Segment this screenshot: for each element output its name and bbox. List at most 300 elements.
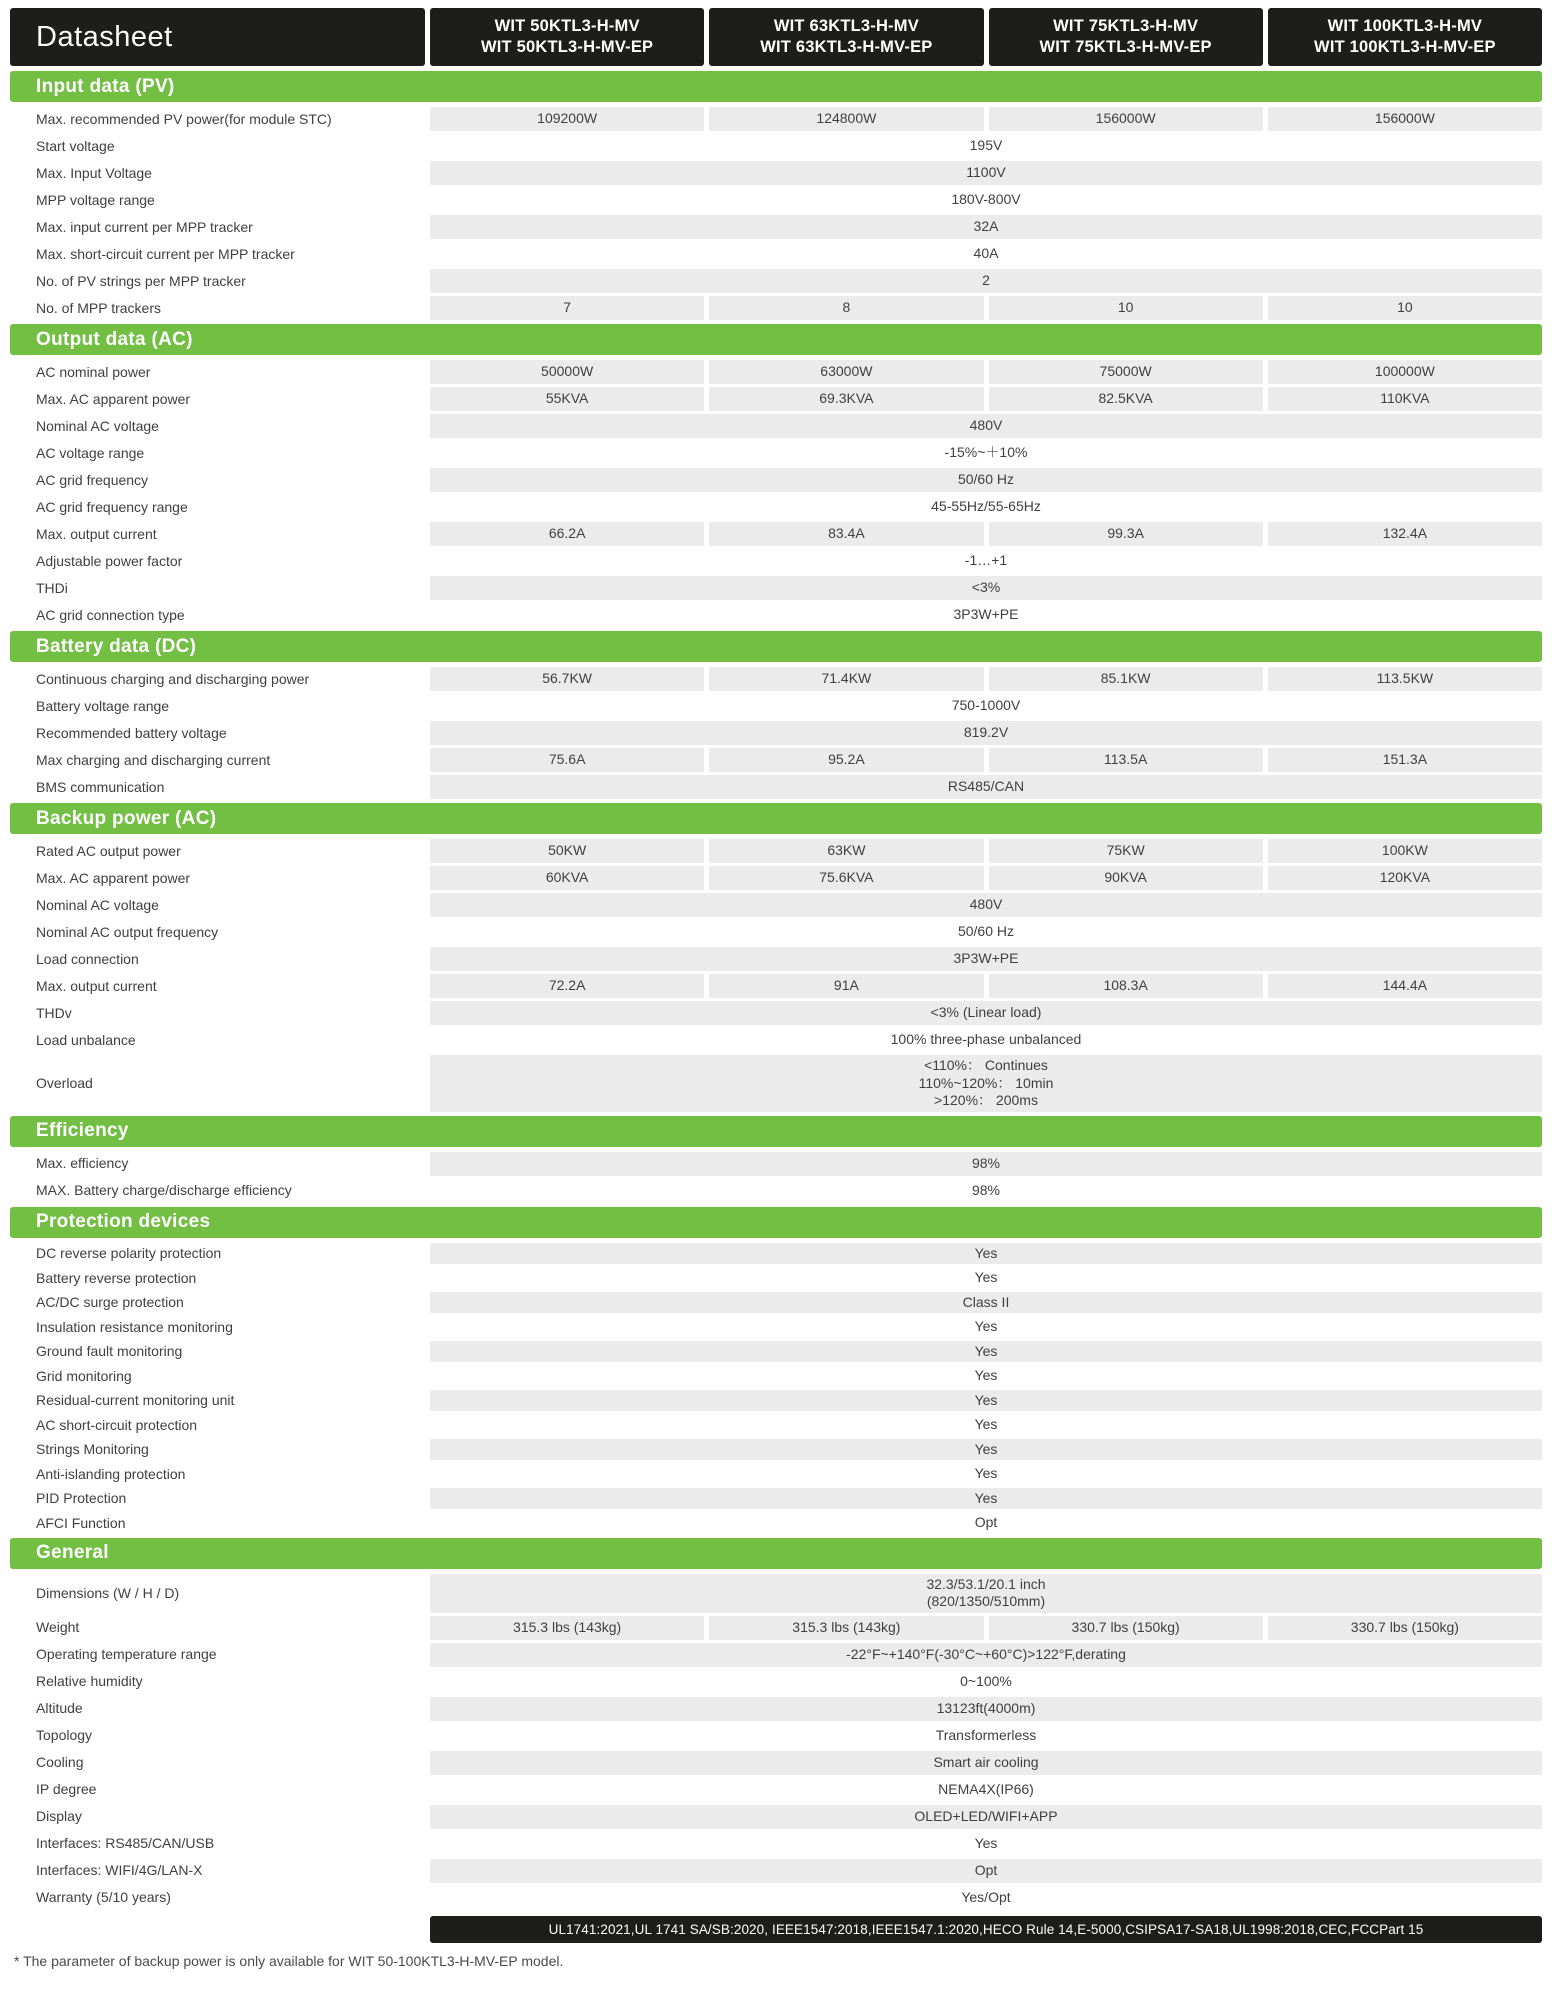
spec-label: Residual-current monitoring unit: [36, 1392, 235, 1409]
spec-row: [10, 947, 1542, 971]
spec-row-values: [430, 893, 1542, 917]
spec-row-values: [430, 667, 1542, 691]
spec-row-values: [430, 1805, 1542, 1829]
spec-row: [10, 1365, 1542, 1387]
spec-value-cell: 71.4KW: [709, 667, 983, 691]
spec-row: [10, 414, 1542, 438]
spec-value-cell: 82.5KVA: [989, 387, 1263, 411]
spec-row-values: [430, 1512, 1542, 1534]
spec-value-span: <3% (Linear load): [430, 1001, 1542, 1025]
spec-value-span: Yes: [974, 1367, 998, 1383]
footnote: * The parameter of backup power is only available for WIT 50-100KTL3-H-MV-EP model.: [14, 1952, 564, 1969]
spec-row-values: [430, 974, 1542, 998]
spec-row: [10, 134, 1542, 158]
model-name: WIT 50KTL3-H-MV: [494, 16, 640, 35]
spec-value-span: Yes: [974, 1318, 998, 1334]
spec-value-cell: 109200W: [430, 107, 704, 131]
spec-label: MAX. Battery charge/discharge efficiency: [36, 1182, 292, 1199]
spec-label: Load unbalance: [36, 1031, 136, 1048]
spec-value-span: Yes: [430, 1390, 1542, 1412]
spec-label: Overload: [36, 1075, 93, 1092]
spec-row-values: [430, 1414, 1542, 1436]
spec-value-span: Yes: [430, 1243, 1542, 1265]
certifications-row: [10, 1916, 1542, 1943]
spec-value-span: Yes: [430, 1341, 1542, 1363]
spec-value-span: 32A: [430, 215, 1542, 239]
spec-row: [10, 269, 1542, 293]
spec-table: [10, 71, 1542, 1910]
model-column-headers: [430, 8, 1542, 66]
certifications-bar: UL1741:2021,UL 1741 SA/SB:2020, IEEE1547:2018,IEEE1547.1:2020,HECO Rule 14,E-5000,CSIPSA17-SA18,UL1998:2018,CEC,FCCPart 15: [430, 1916, 1542, 1943]
spec-label: Interfaces: WIFI/4G/LAN-X: [36, 1862, 203, 1879]
spec-row-values: [430, 1152, 1542, 1176]
spec-value-span: <3%: [430, 576, 1542, 600]
section: [10, 1207, 1542, 1534]
section: [10, 71, 1542, 320]
spec-label: Weight: [36, 1619, 80, 1636]
spec-label: IP degree: [36, 1781, 97, 1798]
section-header: General: [10, 1538, 1542, 1569]
spec-value-cell: 8: [709, 296, 983, 320]
spec-value-span: 480V: [430, 893, 1542, 917]
spec-row-values: [430, 360, 1542, 384]
spec-row: [10, 576, 1542, 600]
table-header: [10, 8, 1542, 66]
spec-value-span: 180V-800V: [951, 191, 1021, 208]
spec-row-values: [430, 775, 1542, 799]
section-header: Output data (AC): [10, 324, 1542, 355]
spec-row: [10, 549, 1542, 573]
spec-value-span: Transformerless: [935, 1726, 1037, 1743]
spec-label: AC/DC surge protection: [36, 1294, 184, 1311]
spec-value-cell: 120KVA: [1268, 866, 1542, 890]
model-name: WIT 75KTL3-H-MV: [1053, 16, 1199, 35]
spec-row-values: [430, 441, 1542, 465]
spec-value-cell: 69.3KVA: [709, 387, 983, 411]
spec-row: [10, 721, 1542, 745]
spec-row: [10, 1832, 1542, 1856]
spec-row: [10, 748, 1542, 772]
spec-value-line: <110%： Continues: [924, 1057, 1048, 1073]
spec-label: Insulation resistance monitoring: [36, 1318, 233, 1335]
spec-row-values: [430, 215, 1542, 239]
model-name: WIT 50KTL3-H-MV-EP: [480, 38, 654, 56]
spec-row-values: [430, 1886, 1542, 1910]
spec-row: [10, 468, 1542, 492]
spec-row-values: [430, 1055, 1542, 1112]
spec-row: [10, 1292, 1542, 1314]
spec-row: [10, 522, 1542, 546]
spec-label: Max. recommended PV power(for module STC): [36, 110, 332, 127]
spec-row-values: [430, 1001, 1542, 1025]
spec-value-span: 98%: [430, 1152, 1542, 1176]
spec-value-cell: 110KVA: [1268, 387, 1542, 411]
spec-label: Max. AC apparent power: [36, 869, 191, 886]
spec-label: THDv: [36, 1004, 72, 1021]
spec-value-span: -15%~＋10%: [944, 444, 1028, 461]
spec-value-span: [430, 1574, 1542, 1613]
spec-label: Operating temperature range: [36, 1646, 217, 1663]
spec-row: [10, 1055, 1542, 1112]
spec-value-cell: 83.4A: [709, 522, 983, 546]
spec-value-span: 0~100%: [960, 1672, 1012, 1689]
spec-row-values: [430, 1616, 1542, 1640]
spec-row-values: [430, 1643, 1542, 1667]
spec-row-values: [430, 1243, 1542, 1265]
spec-value-cell: 330.7 lbs (150kg): [989, 1616, 1263, 1640]
spec-value-span: 50/60 Hz: [957, 923, 1015, 940]
spec-row-values: [430, 920, 1542, 944]
spec-row-values: [430, 188, 1542, 212]
spec-row-values: [430, 161, 1542, 185]
spec-label: Recommended battery voltage: [36, 724, 227, 741]
spec-row-values: [430, 1697, 1542, 1721]
spec-label: Battery voltage range: [36, 697, 170, 714]
spec-label: Load connection: [36, 950, 139, 967]
spec-value-cell: 60KVA: [430, 866, 704, 890]
spec-label: Adjustable power factor: [36, 552, 183, 569]
spec-value-span: Smart air cooling: [430, 1751, 1542, 1775]
spec-label: Max. efficiency: [36, 1155, 129, 1172]
spec-row-values: [430, 1179, 1542, 1203]
spec-label: Interfaces: RS485/CAN/USB: [36, 1835, 215, 1852]
spec-value-cell: 151.3A: [1268, 748, 1542, 772]
spec-row-values: [430, 495, 1542, 519]
spec-row-values: [430, 603, 1542, 627]
spec-row-values: [430, 721, 1542, 745]
spec-row-values: [430, 1574, 1542, 1613]
spec-row: [10, 1341, 1542, 1363]
spec-value-span: 3P3W+PE: [430, 947, 1542, 971]
spec-row: [10, 1751, 1542, 1775]
spec-value-cell: 91A: [709, 974, 983, 998]
spec-row: [10, 1179, 1542, 1203]
spec-row-values: [430, 1724, 1542, 1748]
spec-row: [10, 1028, 1542, 1052]
spec-value-span: 45-55Hz/55-65Hz: [931, 498, 1041, 515]
spec-value-span: 100% three-phase unbalanced: [890, 1031, 1082, 1048]
model-name: WIT 63KTL3-H-MV-EP: [760, 38, 933, 56]
spec-row: [10, 1724, 1542, 1748]
model-name: WIT 63KTL3-H-MV: [773, 16, 919, 35]
spec-row-values: [430, 1463, 1542, 1485]
spec-row-values: [430, 134, 1542, 158]
spec-value-cell: 108.3A: [989, 974, 1263, 998]
spec-value-cell: 315.3 lbs (143kg): [430, 1616, 704, 1640]
spec-value-span: 195V: [969, 137, 1003, 154]
spec-value-cell: 10: [989, 296, 1263, 320]
spec-value-span: NEMA4X(IP66): [938, 1780, 1034, 1797]
spec-value-cell: 50KW: [430, 839, 704, 863]
spec-row: [10, 1488, 1542, 1510]
spec-row: [10, 694, 1542, 718]
spec-label: Display: [36, 1808, 82, 1825]
spec-value-line: 32.3/53.1/20.1 inch: [926, 1575, 1046, 1592]
spec-row: [10, 1152, 1542, 1176]
spec-value-cell: 85.1KW: [989, 667, 1263, 691]
spec-value-cell: 144.4A: [1268, 974, 1542, 998]
spec-value-cell: 156000W: [1268, 107, 1542, 131]
section: [10, 803, 1542, 1112]
spec-row-values: [430, 839, 1542, 863]
spec-label: AC voltage range: [36, 444, 145, 461]
spec-row-values: [430, 1859, 1542, 1883]
section-header: Input data (PV): [10, 71, 1542, 102]
spec-label: AC grid frequency range: [36, 498, 188, 515]
spec-value-cell: 315.3 lbs (143kg): [709, 1616, 983, 1640]
spec-value-cell: 113.5A: [989, 748, 1263, 772]
spec-label: No. of PV strings per MPP tracker: [36, 272, 246, 289]
spec-value-cell: 100000W: [1268, 360, 1542, 384]
spec-row: [10, 1390, 1542, 1412]
spec-row: [10, 866, 1542, 890]
spec-value-span: Yes: [974, 1269, 998, 1285]
spec-row-values: [430, 1832, 1542, 1856]
spec-value-span: Yes: [974, 1834, 998, 1851]
spec-label: Max. AC apparent power: [36, 390, 191, 407]
spec-row: [10, 188, 1542, 212]
spec-label: Nominal AC voltage: [36, 417, 159, 434]
spec-value-span: 50/60 Hz: [430, 468, 1542, 492]
spec-value-span: Yes: [974, 1416, 998, 1432]
spec-label: Cooling: [36, 1754, 84, 1771]
section: [10, 1116, 1542, 1203]
spec-label: AC short-circuit protection: [36, 1416, 198, 1433]
spec-row-values: [430, 576, 1542, 600]
spec-value-cell: 156000W: [989, 107, 1263, 131]
spec-row-values: [430, 387, 1542, 411]
spec-value-span: Yes: [974, 1465, 998, 1481]
spec-row: [10, 1316, 1542, 1338]
spec-row-values: [430, 1751, 1542, 1775]
spec-value-span: [430, 1055, 1542, 1112]
model-name: WIT 100KTL3-H-MV: [1327, 16, 1483, 35]
spec-row: [10, 1463, 1542, 1485]
spec-value-cell: 63KW: [709, 839, 983, 863]
spec-value-cell: 63000W: [709, 360, 983, 384]
spec-value-cell: 66.2A: [430, 522, 704, 546]
model-column-header: [430, 8, 704, 66]
spec-row: [10, 775, 1542, 799]
spec-row: [10, 1001, 1542, 1025]
spec-row: [10, 296, 1542, 320]
spec-label: Continuous charging and discharging power: [36, 670, 310, 687]
spec-value-cell: 72.2A: [430, 974, 704, 998]
spec-value-cell: 75.6KVA: [709, 866, 983, 890]
spec-label: Max. input current per MPP tracker: [36, 218, 253, 235]
spec-value-span: 1100V: [430, 161, 1542, 185]
spec-label: AC nominal power: [36, 363, 151, 380]
section: [10, 631, 1542, 799]
model-column-header: [989, 8, 1263, 66]
spec-row-values: [430, 1439, 1542, 1461]
spec-row: [10, 1439, 1542, 1461]
model-name: WIT 100KTL3-H-MV-EP: [1314, 38, 1496, 56]
spec-value-cell: 99.3A: [989, 522, 1263, 546]
spec-row-values: [430, 107, 1542, 131]
spec-row: [10, 920, 1542, 944]
spec-row: [10, 1859, 1542, 1883]
spec-row: [10, 1574, 1542, 1613]
spec-row: [10, 1243, 1542, 1265]
spec-value-cell: 95.2A: [709, 748, 983, 772]
spec-row-values: [430, 1341, 1542, 1363]
spec-value-line: (820/1350/510mm): [926, 1593, 1046, 1609]
spec-row-values: [430, 866, 1542, 890]
spec-label: Ground fault monitoring: [36, 1343, 183, 1360]
spec-value-span: Yes/Opt: [961, 1888, 1011, 1905]
spec-row-values: [430, 1292, 1542, 1314]
spec-row: [10, 1512, 1542, 1534]
spec-row-values: [430, 1316, 1542, 1338]
spec-row: [10, 839, 1542, 863]
spec-value-span: 40A: [973, 245, 999, 262]
model-column-header: [709, 8, 983, 66]
spec-row-values: [430, 269, 1542, 293]
spec-label: PID Protection: [36, 1490, 127, 1507]
spec-row-values: [430, 549, 1542, 573]
spec-value-span: Class II: [430, 1292, 1542, 1314]
spec-value-span: 480V: [430, 414, 1542, 438]
spec-label: Max. output current: [36, 525, 157, 542]
spec-value-span: 750-1000V: [951, 697, 1021, 714]
spec-value-cell: 75KW: [989, 839, 1263, 863]
spec-label: Altitude: [36, 1700, 83, 1717]
spec-value-cell: 7: [430, 296, 704, 320]
spec-row: [10, 1805, 1542, 1829]
spec-value-span: Yes: [430, 1488, 1542, 1510]
spec-label: Relative humidity: [36, 1673, 143, 1690]
spec-value-cell: 100KW: [1268, 839, 1542, 863]
spec-value-span: 819.2V: [430, 721, 1542, 745]
model-column-header: [1268, 8, 1542, 66]
spec-row-values: [430, 1778, 1542, 1802]
spec-value-cell: 56.7KW: [430, 667, 704, 691]
spec-label: Anti-islanding protection: [36, 1465, 186, 1482]
spec-value-cell: 75.6A: [430, 748, 704, 772]
spec-label: Warranty (5/10 years): [36, 1889, 171, 1906]
spec-row: [10, 387, 1542, 411]
spec-row-values: [430, 1365, 1542, 1387]
spec-row-values: [430, 522, 1542, 546]
spec-row: [10, 242, 1542, 266]
spec-label: Dimensions (W / H / D): [36, 1584, 180, 1601]
spec-value-span: 13123ft(4000m): [430, 1697, 1542, 1721]
spec-row-values: [430, 1028, 1542, 1052]
spec-label: BMS communication: [36, 778, 165, 795]
spec-row-values: [430, 414, 1542, 438]
spec-row-values: [430, 1670, 1542, 1694]
spec-row-values: [430, 296, 1542, 320]
spec-label: Topology: [36, 1727, 93, 1744]
section-header: Protection devices: [10, 1207, 1542, 1238]
spec-label: Nominal AC voltage: [36, 896, 159, 913]
model-name: WIT 75KTL3-H-MV-EP: [1039, 38, 1212, 56]
spec-label: THDi: [36, 579, 68, 596]
spec-row-values: [430, 242, 1542, 266]
spec-row-values: [430, 947, 1542, 971]
section: [10, 1538, 1542, 1910]
spec-value-cell: 90KVA: [989, 866, 1263, 890]
spec-row: [10, 1616, 1542, 1640]
spec-row: [10, 1697, 1542, 1721]
spec-row-values: [430, 1390, 1542, 1412]
spec-row-values: [430, 1488, 1542, 1510]
spec-value-span: -22°F~+140°F(-30°C~+60°C)>122°F,derating: [430, 1643, 1542, 1667]
spec-label: AC grid connection type: [36, 606, 185, 623]
spec-value-line: 110%~120%： 10min: [918, 1074, 1054, 1091]
spec-row: [10, 1414, 1542, 1436]
datasheet-title: Datasheet: [10, 8, 425, 66]
spec-label: Grid monitoring: [36, 1367, 132, 1384]
spec-value-span: 3P3W+PE: [953, 606, 1019, 623]
spec-value-cell: 55KVA: [430, 387, 704, 411]
spec-row-values: [430, 468, 1542, 492]
spec-label: Max. short-circuit current per MPP tracker: [36, 245, 295, 262]
spec-value-cell: 330.7 lbs (150kg): [1268, 1616, 1542, 1640]
spec-row-values: [430, 694, 1542, 718]
spec-row: [10, 893, 1542, 917]
spec-row-values: [430, 748, 1542, 772]
spec-value-cell: 75000W: [989, 360, 1263, 384]
spec-row-values: [430, 1267, 1542, 1289]
spec-label: Max. output current: [36, 977, 157, 994]
section: [10, 324, 1542, 627]
spec-row: [10, 441, 1542, 465]
spec-value-span: 2: [430, 269, 1542, 293]
spec-row: [10, 107, 1542, 131]
section-header: Battery data (DC): [10, 631, 1542, 662]
spec-value-span: RS485/CAN: [430, 775, 1542, 799]
spec-value-span: Opt: [430, 1859, 1542, 1883]
spec-row: [10, 360, 1542, 384]
spec-value-cell: 124800W: [709, 107, 983, 131]
spec-label: No. of MPP trackers: [36, 299, 162, 316]
spec-row: [10, 1778, 1542, 1802]
section-header: Backup power (AC): [10, 803, 1542, 834]
spec-row: [10, 161, 1542, 185]
spec-value-cell: 132.4A: [1268, 522, 1542, 546]
spec-label: Max charging and discharging current: [36, 751, 271, 768]
spec-label: Rated AC output power: [36, 842, 181, 859]
spec-value-line: >120%： 200ms: [934, 1092, 1038, 1108]
spec-label: Strings Monitoring: [36, 1441, 149, 1458]
spec-value-cell: 113.5KW: [1268, 667, 1542, 691]
spec-label: Start voltage: [36, 137, 115, 154]
spec-row: [10, 1670, 1542, 1694]
spec-value-cell: 50000W: [430, 360, 704, 384]
spec-label: Battery reverse protection: [36, 1269, 197, 1286]
spec-label: DC reverse polarity protection: [36, 1245, 222, 1262]
spec-label: MPP voltage range: [36, 191, 155, 208]
spec-value-cell: 10: [1268, 296, 1542, 320]
spec-label: Max. Input Voltage: [36, 164, 152, 181]
spec-label: AC grid frequency: [36, 471, 149, 488]
certifications-spacer: [10, 1916, 425, 1943]
spec-value-span: Yes: [430, 1439, 1542, 1461]
spec-value-span: OLED+LED/WIFI+APP: [430, 1805, 1542, 1829]
spec-value-span: 98%: [971, 1181, 1001, 1198]
section-header: Efficiency: [10, 1116, 1542, 1147]
spec-row: [10, 1643, 1542, 1667]
spec-row: [10, 974, 1542, 998]
spec-row: [10, 667, 1542, 691]
spec-row: [10, 215, 1542, 239]
spec-value-span: Opt: [974, 1514, 998, 1530]
spec-value-span: -1…+1: [964, 552, 1008, 569]
spec-label: AFCI Function: [36, 1514, 126, 1531]
spec-row: [10, 1267, 1542, 1289]
